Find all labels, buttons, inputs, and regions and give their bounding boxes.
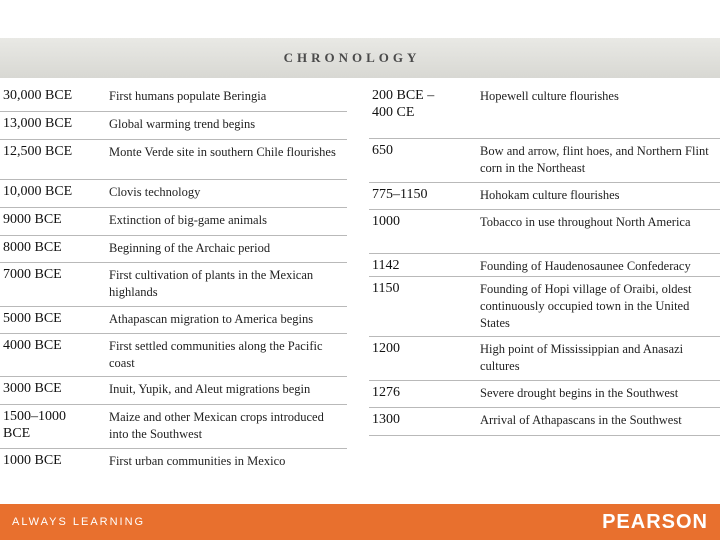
table-row [369,408,720,436]
row-date: 1000 [372,214,400,229]
table-row [0,449,347,477]
row-event: Bow and arrow, flint hoes, and Northern Flint corn in the Northeast [480,144,709,175]
row-event: Hohokam culture flourishes [480,188,620,202]
row-event: First humans populate Beringia [109,89,267,103]
table-row [0,307,347,334]
table-row [0,112,347,140]
chronology-table-right [369,84,720,436]
row-date: 1300 [372,412,400,427]
row-event: Monte Verde site in southern Chile flourishes [109,145,336,159]
table-row [0,405,347,449]
row-date: 9000 BCE [3,212,62,227]
table-row [0,334,347,377]
page-title-text: CHRONOLOGY [283,50,421,65]
row-date: 200 BCE – 400 CE [372,88,435,120]
row-event: Founding of Haudenosaunee Confederacy [480,259,691,273]
row-date: 1276 [372,385,400,400]
table-row [369,277,720,337]
row-date: 1500–1000 BCE [3,409,66,441]
row-event: First urban communities in Mexico [109,454,286,468]
row-event: Extinction of big-game animals [109,213,267,227]
row-date: 1150 [372,281,400,296]
row-event: Severe drought begins in the Southwest [480,386,679,400]
table-row [0,180,347,208]
row-date: 1200 [372,341,400,356]
table-row [369,139,720,183]
table-row [0,236,347,263]
table-row [369,84,720,139]
chronology-table-left [0,84,347,477]
row-event: Clovis technology [109,185,201,199]
row-event: Athapascan migration to America begins [109,312,314,326]
row-event: Maize and other Mexican crops introduced into the Southwest [109,410,324,441]
table-row [0,140,347,180]
row-date: 4000 BCE [3,338,62,353]
table-row [369,381,720,408]
footer-bar [0,504,720,540]
row-date: 12,500 BCE [3,144,73,159]
table-row [369,183,720,210]
row-event: Global warming trend begins [109,117,256,131]
row-date: 775–1150 [372,187,428,202]
page-title [0,38,720,78]
table-row [0,263,347,307]
table-row [0,377,347,405]
row-event: High point of Mississippian and Anasazi cultures [480,342,684,373]
row-date: 10,000 BCE [3,184,73,199]
row-date: 13,000 BCE [3,116,73,131]
row-date: 30,000 BCE [3,88,73,103]
row-date: 8000 BCE [3,240,62,255]
row-event: Founding of Hopi village of Oraibi, oldest continuously occupied town in the United States [480,282,692,330]
row-date: 7000 BCE [3,267,62,282]
publisher-logo: PEARSON [602,511,708,533]
row-event: First cultivation of plants in the Mexican highlands [109,268,314,299]
row-date: 5000 BCE [3,311,62,326]
row-date: 3000 BCE [3,381,62,396]
row-date: 1000 BCE [3,453,62,468]
row-event: Hopewell culture flourishes [480,89,619,103]
row-event: First settled communities along the Pacific coast [109,339,323,370]
row-event: Arrival of Athapascans in the Southwest [480,413,682,427]
table-row [369,254,720,277]
table-row [369,337,720,381]
table-row [0,84,347,112]
row-event: Inuit, Yupik, and Aleut migrations begin [109,382,311,396]
row-date: 650 [372,143,393,158]
row-event: Tobacco in use throughout North America [480,215,691,229]
row-event: Beginning of the Archaic period [109,241,271,255]
table-row [369,210,720,254]
table-row [0,208,347,236]
row-date: 1142 [372,258,400,273]
footer-tagline: ALWAYS LEARNING [12,516,146,528]
